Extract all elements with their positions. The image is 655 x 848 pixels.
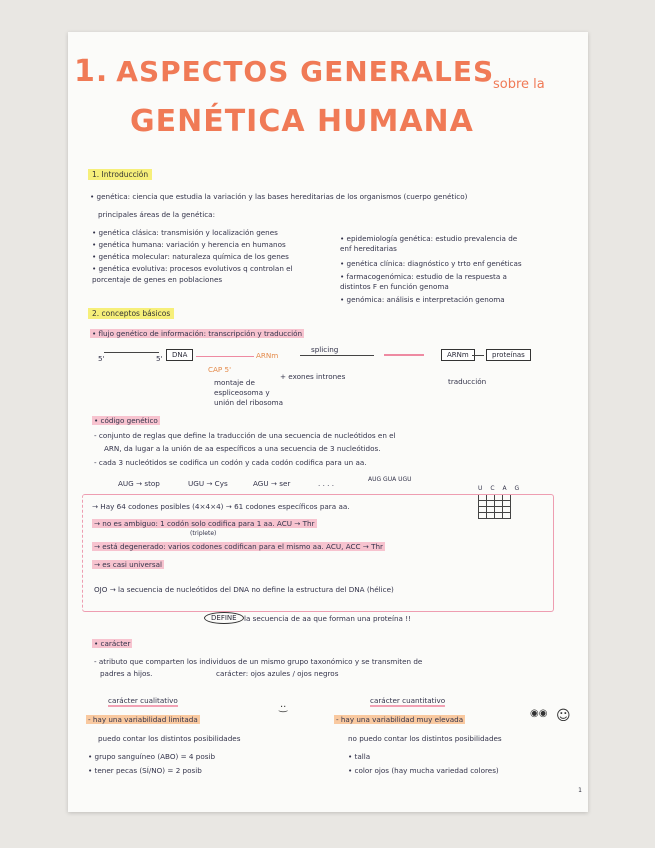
- bullet-64-codones: → Hay 64 codones posibles (4×4×4) → 61 codones específicos para aa.: [92, 502, 350, 511]
- codon-sequence: AUG GUA UGU: [368, 476, 412, 483]
- caracter-header-text: • carácter: [94, 639, 131, 648]
- codon-example-1: AUG → stop: [118, 479, 160, 488]
- title-number: 1.: [74, 54, 109, 89]
- section-conceptos: 2. conceptos básicos: [88, 308, 174, 319]
- arnm-box: ARNm: [441, 349, 475, 361]
- cualitativo-1: [86, 715, 200, 725]
- mature-arn-strand: [384, 354, 424, 356]
- universal-text: → es casi universal: [94, 560, 163, 569]
- title-line-1: [74, 54, 494, 89]
- codon-example-2: UGU → Cys: [188, 479, 228, 488]
- ojo-note: OJO → la secuencia de nucleótidos del DNA no define la estructura del DNA (hélice): [94, 585, 394, 594]
- five-prime-label: 5': [98, 354, 105, 363]
- bullet-no-ambiguo: [92, 519, 317, 529]
- flujo-genetico: [90, 329, 304, 339]
- genetica-definition: • genética: ciencia que estudia la variación y las bases hereditarias de los organismos (cuerpo genético): [90, 192, 468, 201]
- notebook-page: [68, 32, 588, 812]
- codigo-line-2: ARN, da lugar a la unión de aa específicos a una secuencia de 3 nucleótidos.: [104, 444, 381, 453]
- dna-box: DNA: [166, 349, 193, 361]
- proteinas-box: proteínas: [486, 349, 531, 361]
- codon-dots: . . . .: [318, 479, 334, 488]
- no-ambiguo-text: → no es ambiguo: 1 codón solo codifica para 1 aa. ACU → Thr: [94, 519, 315, 528]
- area-right-5: distintos F en función genoma: [340, 282, 449, 291]
- table-head-g: G: [514, 485, 520, 492]
- codigo-header-text: • código genético: [94, 416, 158, 425]
- doodle-face-icon: ·͜·: [280, 702, 287, 713]
- five-prime-label-2: 5': [156, 354, 163, 363]
- bullet-universal: [92, 560, 164, 570]
- codigo-line-3: - cada 3 nucleótidos se codifica un codón y cada codón codifica para un aa.: [94, 458, 367, 467]
- codon-table-header: [478, 484, 519, 494]
- area-right-1: • epidemiología genética: estudio prevalencia de: [340, 234, 518, 243]
- title-line-2: GENÉTICA HUMANA: [130, 104, 474, 139]
- splicing-label: splicing: [311, 345, 339, 354]
- cualitativo-3: • grupo sanguíneo (ABO) = 4 posib: [88, 752, 216, 761]
- area-left-4: • genética evolutiva: procesos evolutivos q controlan el: [92, 264, 293, 273]
- title-sobre: sobre la: [493, 77, 545, 92]
- caracter-definition-2: padres a hijos.: [100, 669, 153, 678]
- define-oval: DEFINE: [204, 612, 244, 624]
- areas-label: principales áreas de la genética:: [98, 210, 216, 219]
- dna-strand-line: [104, 352, 159, 353]
- codon-example-3: AGU → ser: [253, 479, 291, 488]
- caracter-ejemplo: carácter: ojos azules / ojos negros: [216, 669, 339, 678]
- stick-figure-icon: ☺: [556, 708, 571, 724]
- espliceosoma-label: espliceosoma y: [214, 388, 270, 397]
- codigo-line-1: - conjunto de reglas que define la traducción de una secuencia de nucleótidos en el: [94, 431, 396, 440]
- cuantitativo-3: • talla: [348, 752, 371, 761]
- cualitativo-1-text: - hay una variabilidad limitada: [88, 715, 198, 724]
- page-number: 1: [578, 787, 582, 794]
- montaje-label: montaje de: [214, 378, 255, 387]
- triplete-note: (triplete): [190, 530, 217, 537]
- cuantitativo-1: [334, 715, 465, 725]
- cualitativo-header-text: carácter cualitativo: [108, 696, 178, 705]
- cuantitativo-1-text: - hay una variabilidad muy elevada: [336, 715, 464, 724]
- table-head-c: C: [490, 485, 495, 492]
- exones-label: + exones intrones: [280, 372, 346, 381]
- cuantitativo-4: • color ojos (hay mucha variedad colores): [348, 766, 499, 775]
- splicing-arrow: [300, 355, 374, 356]
- cuantitativo-header: [370, 696, 445, 706]
- degenerado-text: → está degenerado: varios codones codifican para el mismo aa. ACU, ACC → Thr: [94, 542, 384, 551]
- cuantitativo-2: no puedo contar los distintos posibilidades: [348, 734, 502, 743]
- table-head-u: U: [478, 485, 483, 492]
- arn-strand: [196, 356, 254, 357]
- traduccion-label: traducción: [448, 377, 487, 386]
- table-head-a: A: [502, 485, 507, 492]
- eyes-doodle-icon: ◉◉: [530, 708, 548, 719]
- area-left-5: porcentaje de genes en poblaciones: [92, 275, 223, 284]
- bullet-degenerado: [92, 542, 385, 552]
- area-right-4: • farmacogenómica: estudio de la respuesta a: [340, 272, 507, 281]
- define-rest: la secuencia de aa que forman una proteína !!: [244, 614, 411, 623]
- arn-label: ARNm: [256, 351, 279, 360]
- area-right-6: • genómica: análisis e interpretación genoma: [340, 295, 505, 304]
- cuantitativo-header-text: carácter cuantitativo: [370, 696, 446, 705]
- caracter-header: [92, 639, 132, 649]
- traduccion-arrow: [472, 355, 484, 356]
- area-left-1: • genética clásica: transmisión y localización genes: [92, 228, 278, 237]
- section-introduccion: 1. Introducción: [88, 169, 152, 180]
- codigo-header: [92, 416, 160, 426]
- cualitativo-4: • tener pecas (SÍ/NO) = 2 posib: [88, 766, 202, 775]
- flujo-genetico-text: • flujo genético de información: transcripción y traducción: [92, 329, 303, 338]
- cap-label: CAP 5': [208, 365, 232, 374]
- area-left-2: • genética humana: variación y herencia en humanos: [92, 240, 286, 249]
- area-right-3: • genética clínica: diagnóstico y trto enf genéticas: [340, 259, 522, 268]
- cualitativo-2: puedo contar los distintos posibilidades: [98, 734, 241, 743]
- caracter-definition: - atributo que comparten los individuos de un mismo grupo taxonómico y se transmiten de: [94, 657, 423, 666]
- union-label: unión del ribosoma: [214, 398, 284, 407]
- area-right-2: enf hereditarias: [340, 244, 397, 253]
- title-text-1: ASPECTOS GENERALES: [116, 55, 495, 88]
- cualitativo-header: [108, 696, 178, 706]
- area-left-3: • genética molecular: naturaleza química de los genes: [92, 252, 289, 261]
